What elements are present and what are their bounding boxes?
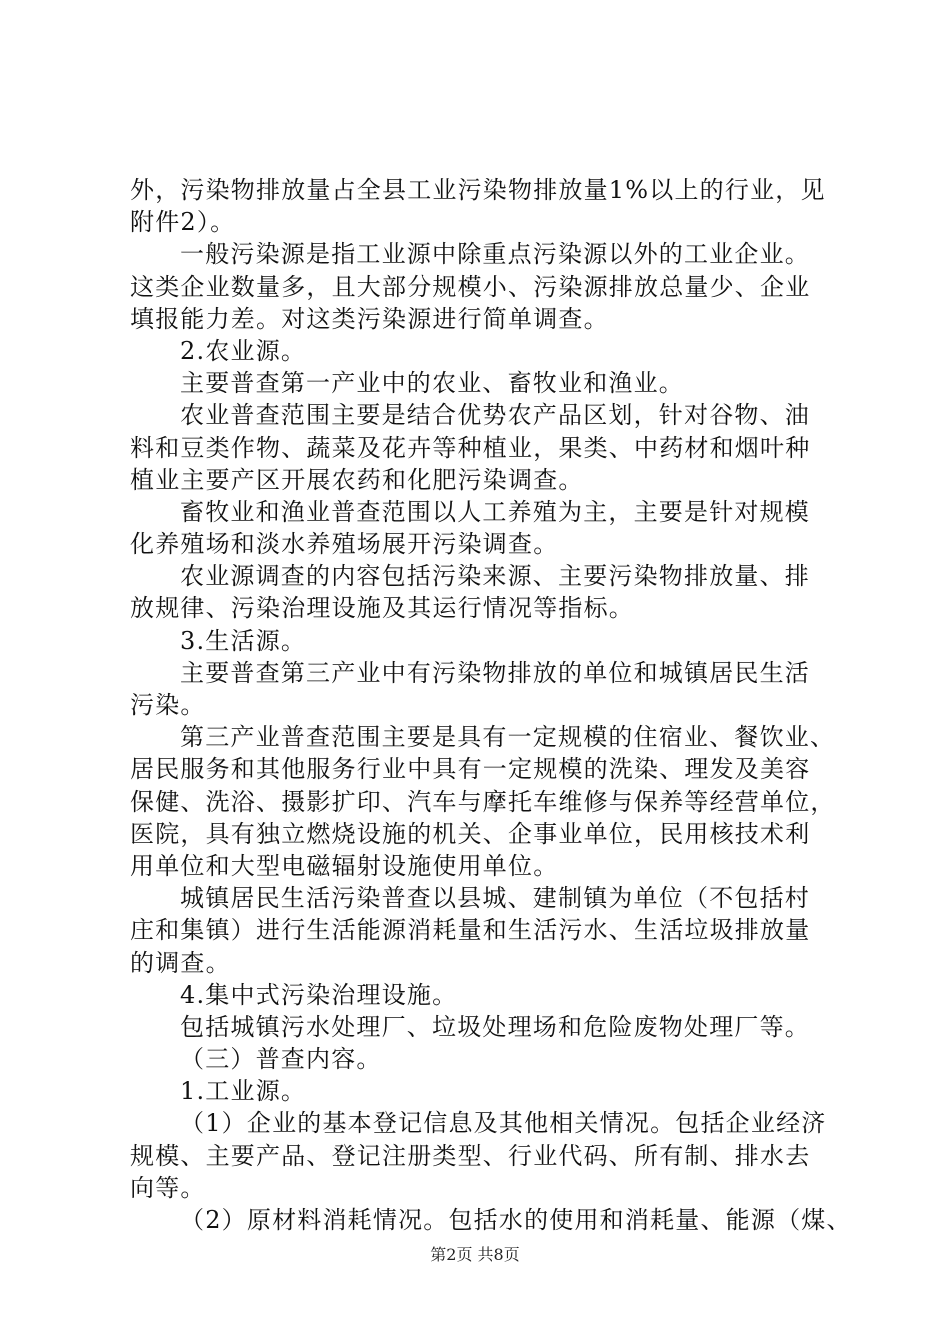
text-line: 3.生活源。 xyxy=(180,626,307,655)
text-line: 一般污染源是指工业源中除重点污染源以外的工业企业。 xyxy=(180,240,810,269)
text-line: 放规律、污染治理设施及其运行情况等指标。 xyxy=(130,594,634,623)
text-line: 化养殖场和淡水养殖场展开污染调查。 xyxy=(130,530,559,559)
text-line: 1.工业源。 xyxy=(180,1077,307,1106)
paragraph xyxy=(130,238,830,335)
paragraph xyxy=(130,1011,830,1043)
text-line: 外，污染物排放量占全县工业污染物排放量1%以上的行业，见 xyxy=(130,176,826,204)
text-line: 料和豆类作物、蔬菜及花卉等种植业，果类、中药材和烟叶种 xyxy=(130,433,811,462)
paragraph xyxy=(130,335,830,367)
text-line: 居民服务和其他服务行业中具有一定规模的洗染、理发及美容 xyxy=(130,755,811,784)
text-line: 保健、洗浴、摄影扩印、汽车与摩托车维修与保养等经营单位， xyxy=(130,787,836,816)
paragraph xyxy=(130,367,830,399)
text-line: 农业源调查的内容包括污染来源、主要污染物排放量、排 xyxy=(180,562,810,591)
paragraph xyxy=(130,979,830,1011)
text-line: 植业主要产区开展农药和化肥污染调查。 xyxy=(130,465,584,494)
text-line: （1）企业的基本登记信息及其他相关情况。包括企业经济 xyxy=(180,1109,827,1138)
paragraph xyxy=(130,174,830,238)
text-line: 主要普查第一产业中的农业、畜牧业和渔业。 xyxy=(180,369,684,398)
text-line: 4.集中式污染治理设施。 xyxy=(180,980,458,1009)
text-line: 庄和集镇）进行生活能源消耗量和生活污水、生活垃圾排放量 xyxy=(130,916,811,945)
paragraph xyxy=(130,657,830,721)
text-line: 向等。 xyxy=(130,1173,206,1202)
text-line: 农业普查范围主要是结合优势农产品区划，针对谷物、油 xyxy=(180,401,810,430)
text-line: 用单位和大型电磁辐射设施使用单位。 xyxy=(130,851,559,880)
text-line: 包括城镇污水处理厂、垃圾处理场和危险废物处理厂等。 xyxy=(180,1012,810,1041)
text-line: 2.农业源。 xyxy=(180,336,307,365)
page-footer: 第2页 共8页 xyxy=(430,1245,520,1264)
text-line: 附件2）。 xyxy=(130,208,236,237)
text-line: 规模、主要产品、登记注册类型、行业代码、所有制、排水去 xyxy=(130,1141,811,1170)
text-line: 医院，具有独立燃烧设施的机关、企事业单位，民用核技术利 xyxy=(130,819,811,848)
paragraph xyxy=(130,882,830,979)
text-line: 的调查。 xyxy=(130,948,231,977)
text-line: 这类企业数量多，且大部分规模小、污染源排放总量少、企业 xyxy=(130,272,811,301)
paragraph xyxy=(130,560,830,624)
text-line: 畜牧业和渔业普查范围以人工养殖为主，主要是针对规模 xyxy=(180,497,810,526)
paragraph xyxy=(130,1204,852,1236)
paragraph xyxy=(130,625,830,657)
text-line: 填报能力差。对这类污染源进行简单调查。 xyxy=(130,304,609,333)
text-line: 主要普查第三产业中有污染物排放的单位和城镇居民生活 xyxy=(180,658,810,687)
paragraph xyxy=(130,1107,830,1204)
text-line: （三）普查内容。 xyxy=(180,1045,382,1074)
text-line: （2）原材料消耗情况。包括水的使用和消耗量、能源（煤、 xyxy=(180,1206,852,1234)
text-line: 城镇居民生活污染普查以县城、建制镇为单位（不包括村 xyxy=(180,884,810,913)
text-line: 第三产业普查范围主要是具有一定规模的住宿业、餐饮业、 xyxy=(180,723,836,752)
paragraph xyxy=(130,1043,830,1075)
text-line: 污染。 xyxy=(130,691,206,719)
paragraph xyxy=(130,496,830,560)
document-body xyxy=(130,174,852,1236)
paragraph xyxy=(130,399,830,496)
paragraph xyxy=(130,721,836,882)
paragraph xyxy=(130,1075,830,1107)
